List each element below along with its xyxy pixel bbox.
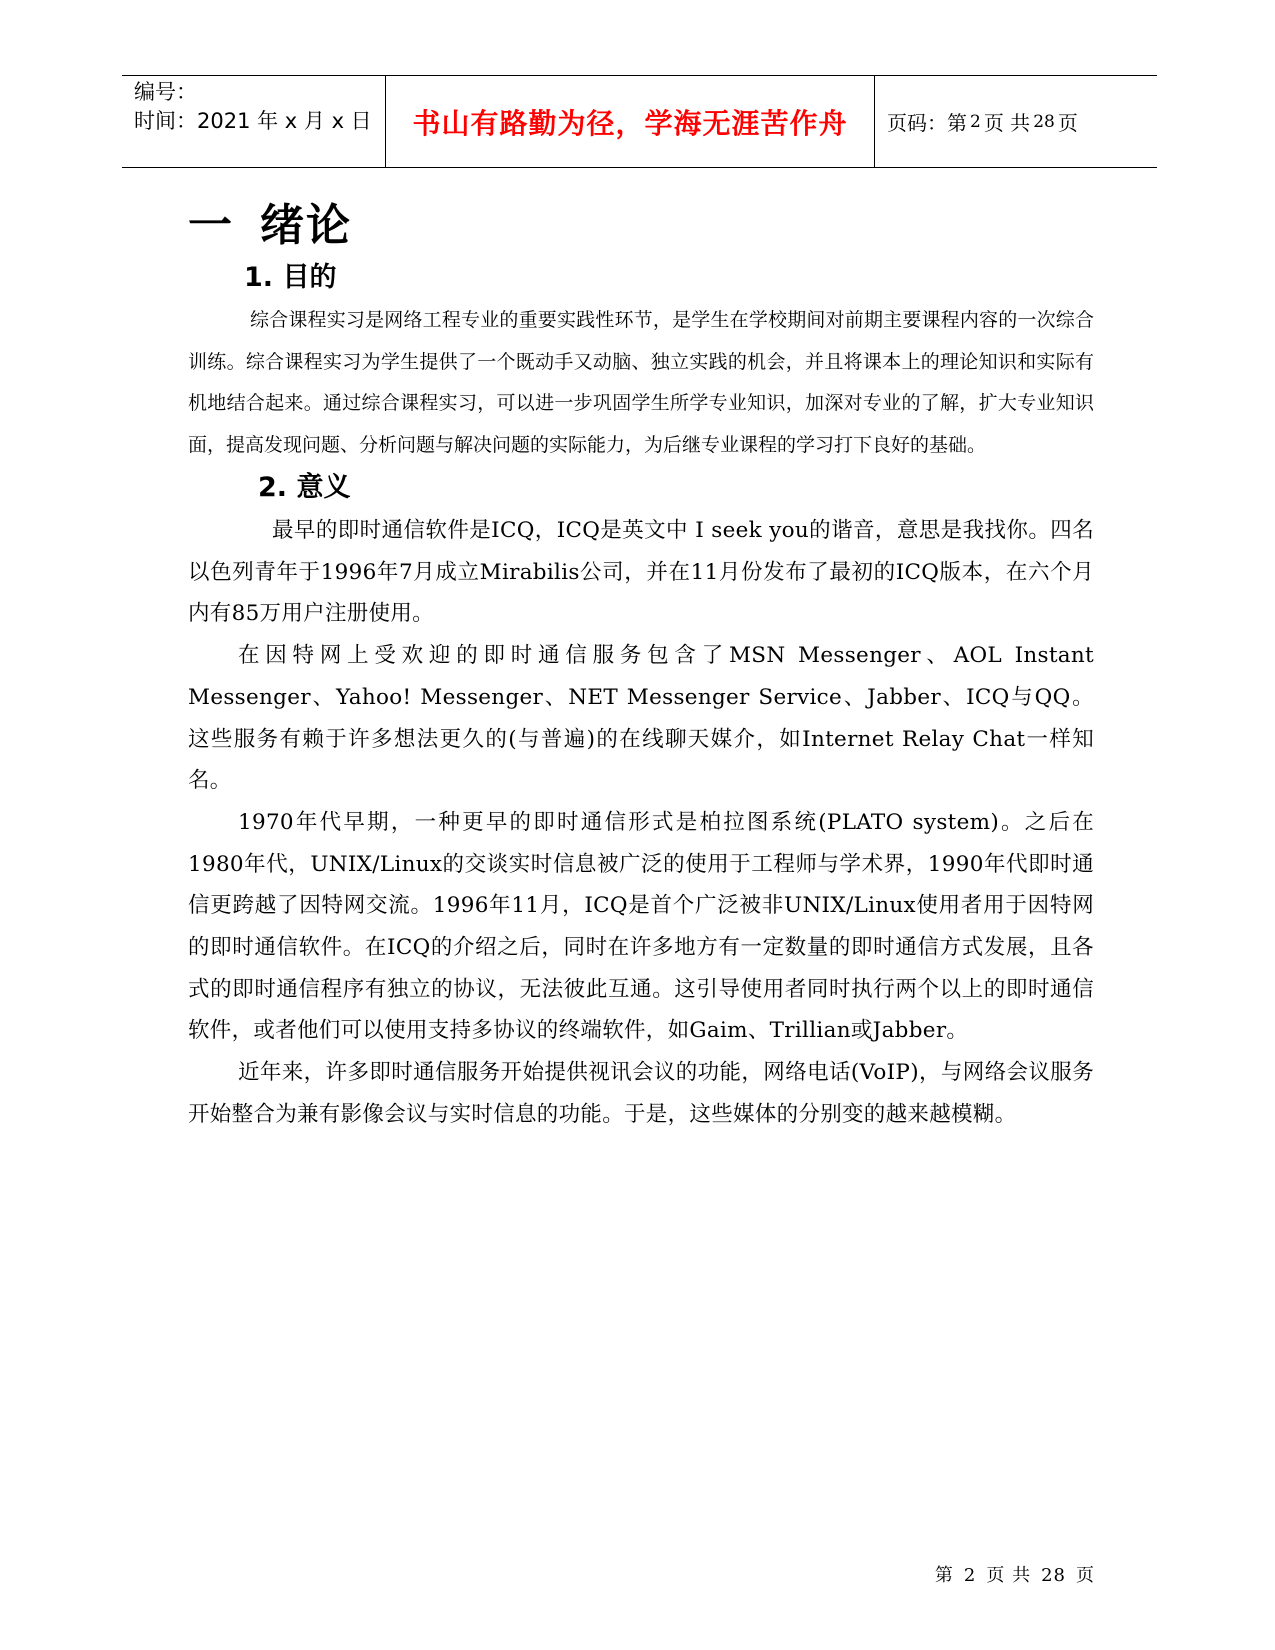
header-motto: 书山有路勤为径，学海无涯苦作舟 xyxy=(386,76,875,167)
section-title-purpose: 1. 目的 xyxy=(244,262,337,293)
header-page-indicator xyxy=(875,76,1157,167)
page-mid: 页 共 xyxy=(983,111,1031,135)
page-total: 28 xyxy=(1033,111,1055,132)
document-date-label: 时间：2021 年 x 月 x 日 xyxy=(134,109,372,133)
section-title-significance: 2. 意义 xyxy=(258,472,351,503)
section-paragraph-purpose: 综合课程实习是网络工程专业的重要实践性环节，是学生在学校期间对前期主要课程内容的一次综合训练。综合课程实习为学生提供了一个既动手又动脑、独立实践的机会，并且将课本上的理论知识和实际有机地结合起来。通过综合课程实习，可以进一步巩固学生所学专业知识，加深对专业的了解，扩大专业知识面，提高发现问题、分析问题与解决问题的实际能力，为后继专业课程的学习打下良好的基础。 xyxy=(188,309,1094,456)
paragraph: 在因特网上受欢迎的即时通信服务包含了MSN Messenger、AOL Instant Messenger、Yahoo! Messenger、NET Messenger Service、Jabber、ICQ与QQ。 这些服务有赖于许多想法更久的(与普遍)的在线聊天媒介，如Internet Relay Chat一样知名。 xyxy=(188,643,1094,794)
footer-prefix: 第 xyxy=(934,1565,954,1586)
page-prefix: 页码：第 xyxy=(887,111,967,135)
footer-total: 28 xyxy=(1041,1565,1066,1586)
document-number-label: 编号： xyxy=(134,80,197,104)
chapter-title xyxy=(188,196,1094,256)
paragraph: 1970年代早期，一种更早的即时通信形式是柏拉图系统(PLATO system)。之后在1980年代，UNIX/Linux的交谈实时信息被广泛的使用于工程师与学术界，1990年代即时通信更跨越了因特网交流。1996年11月，ICQ是首个广泛被非UNIX/Linux使用者用于因特网的即时通信软件。在ICQ的介绍之后，同时在许多地方有一定数量的即时通信方式发展，且各式的即时通信程序有独立的协议，无法彼此互通。这引导使用者同时执行两个以上的即时通信软件，或者他们可以使用支持多协议的终端软件，如Gaim、Trillian或Jabber。 xyxy=(188,809,1094,1044)
header-info-cell xyxy=(122,76,386,167)
chapter-number: 一 xyxy=(188,200,234,251)
page-suffix: 页 xyxy=(1057,111,1078,135)
footer-suffix: 页 xyxy=(1076,1565,1095,1586)
document-header xyxy=(122,75,1157,168)
footer-mid: 页 共 xyxy=(986,1565,1032,1586)
paragraph: 最早的即时通信软件是ICQ，ICQ是英文中 I seek you的谐音，意思是我找你。四名以色列青年于1996年7月成立Mirabilis公司，并在11月份发布了最初的ICQ版本，在六个月内有85万用户注册使用。 xyxy=(188,518,1094,627)
paragraph: 近年来，许多即时通信服务开始提供视讯会议的功能，网络电话(VoIP)，与网络会议服务开始整合为兼有影像会议与实时信息的功能。于是，这些媒体的分别变的越来越模糊。 xyxy=(188,1060,1094,1127)
footer-current: 2 xyxy=(963,1565,977,1586)
page-footer xyxy=(935,1561,1095,1587)
document-body xyxy=(188,196,1094,1136)
chapter-name: 绪论 xyxy=(260,200,352,251)
page-current: 2 xyxy=(970,111,981,132)
